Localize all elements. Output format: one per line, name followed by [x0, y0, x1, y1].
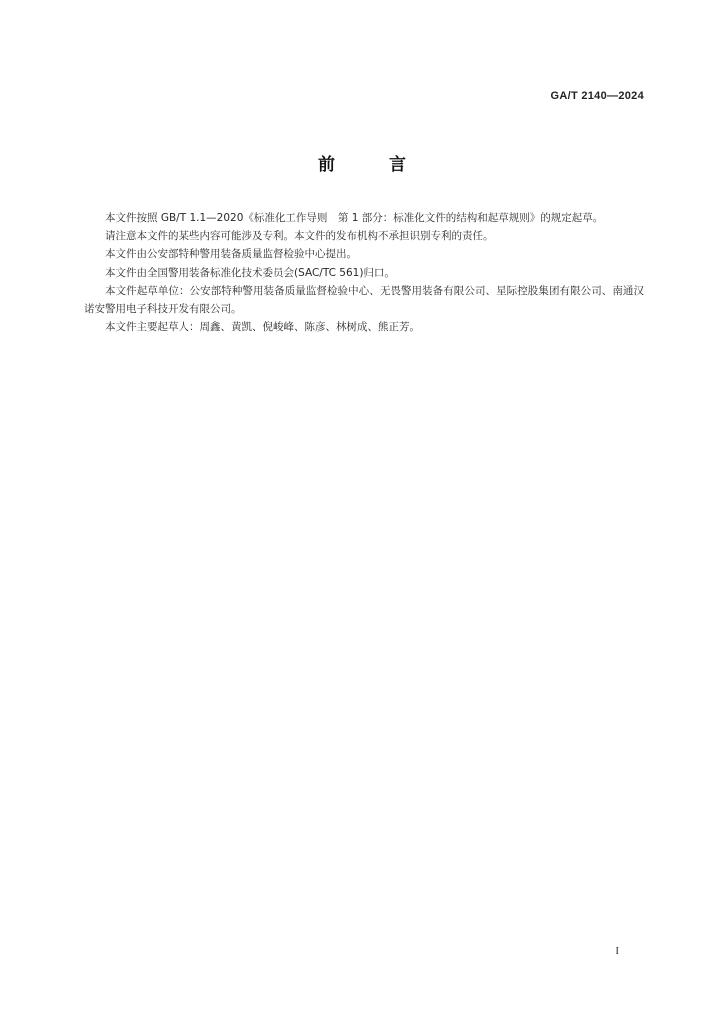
paragraph-drafting-units: 本文件起草单位：公安部特种警用装备质量监督检验中心、无畏警用装备有限公司、星际控股集团有限公司、南通汉诺安警用电子科技开发有限公司。	[84, 284, 644, 316]
paragraph-committee: 本文件由全国警用装备标准化技术委员会(SAC/TC 561)归口。	[105, 266, 395, 279]
paragraph-proposer: 本文件由公安部特种警用装备质量监督检验中心提出。	[105, 248, 357, 261]
paragraph-drafters: 本文件主要起草人：周鑫、黄凯、倪峻峰、陈彦、林树成、熊正芳。	[105, 321, 420, 334]
standard-code: GA/T 2140—2024	[550, 90, 644, 102]
paragraph-drafting-rules: 本文件按照 GB/T 1.1—2020《标准化工作导则 第 1 部分：标准化文件的结构和起草规则》的规定起草。	[105, 212, 604, 224]
foreword-body	[84, 209, 644, 336]
paragraph-patent-notice: 请注意本文件的某些内容可能涉及专利。本文件的发布机构不承担识别专利的责任。	[105, 230, 494, 243]
page-number: I	[615, 945, 619, 957]
page-title: 前 言	[318, 155, 430, 175]
